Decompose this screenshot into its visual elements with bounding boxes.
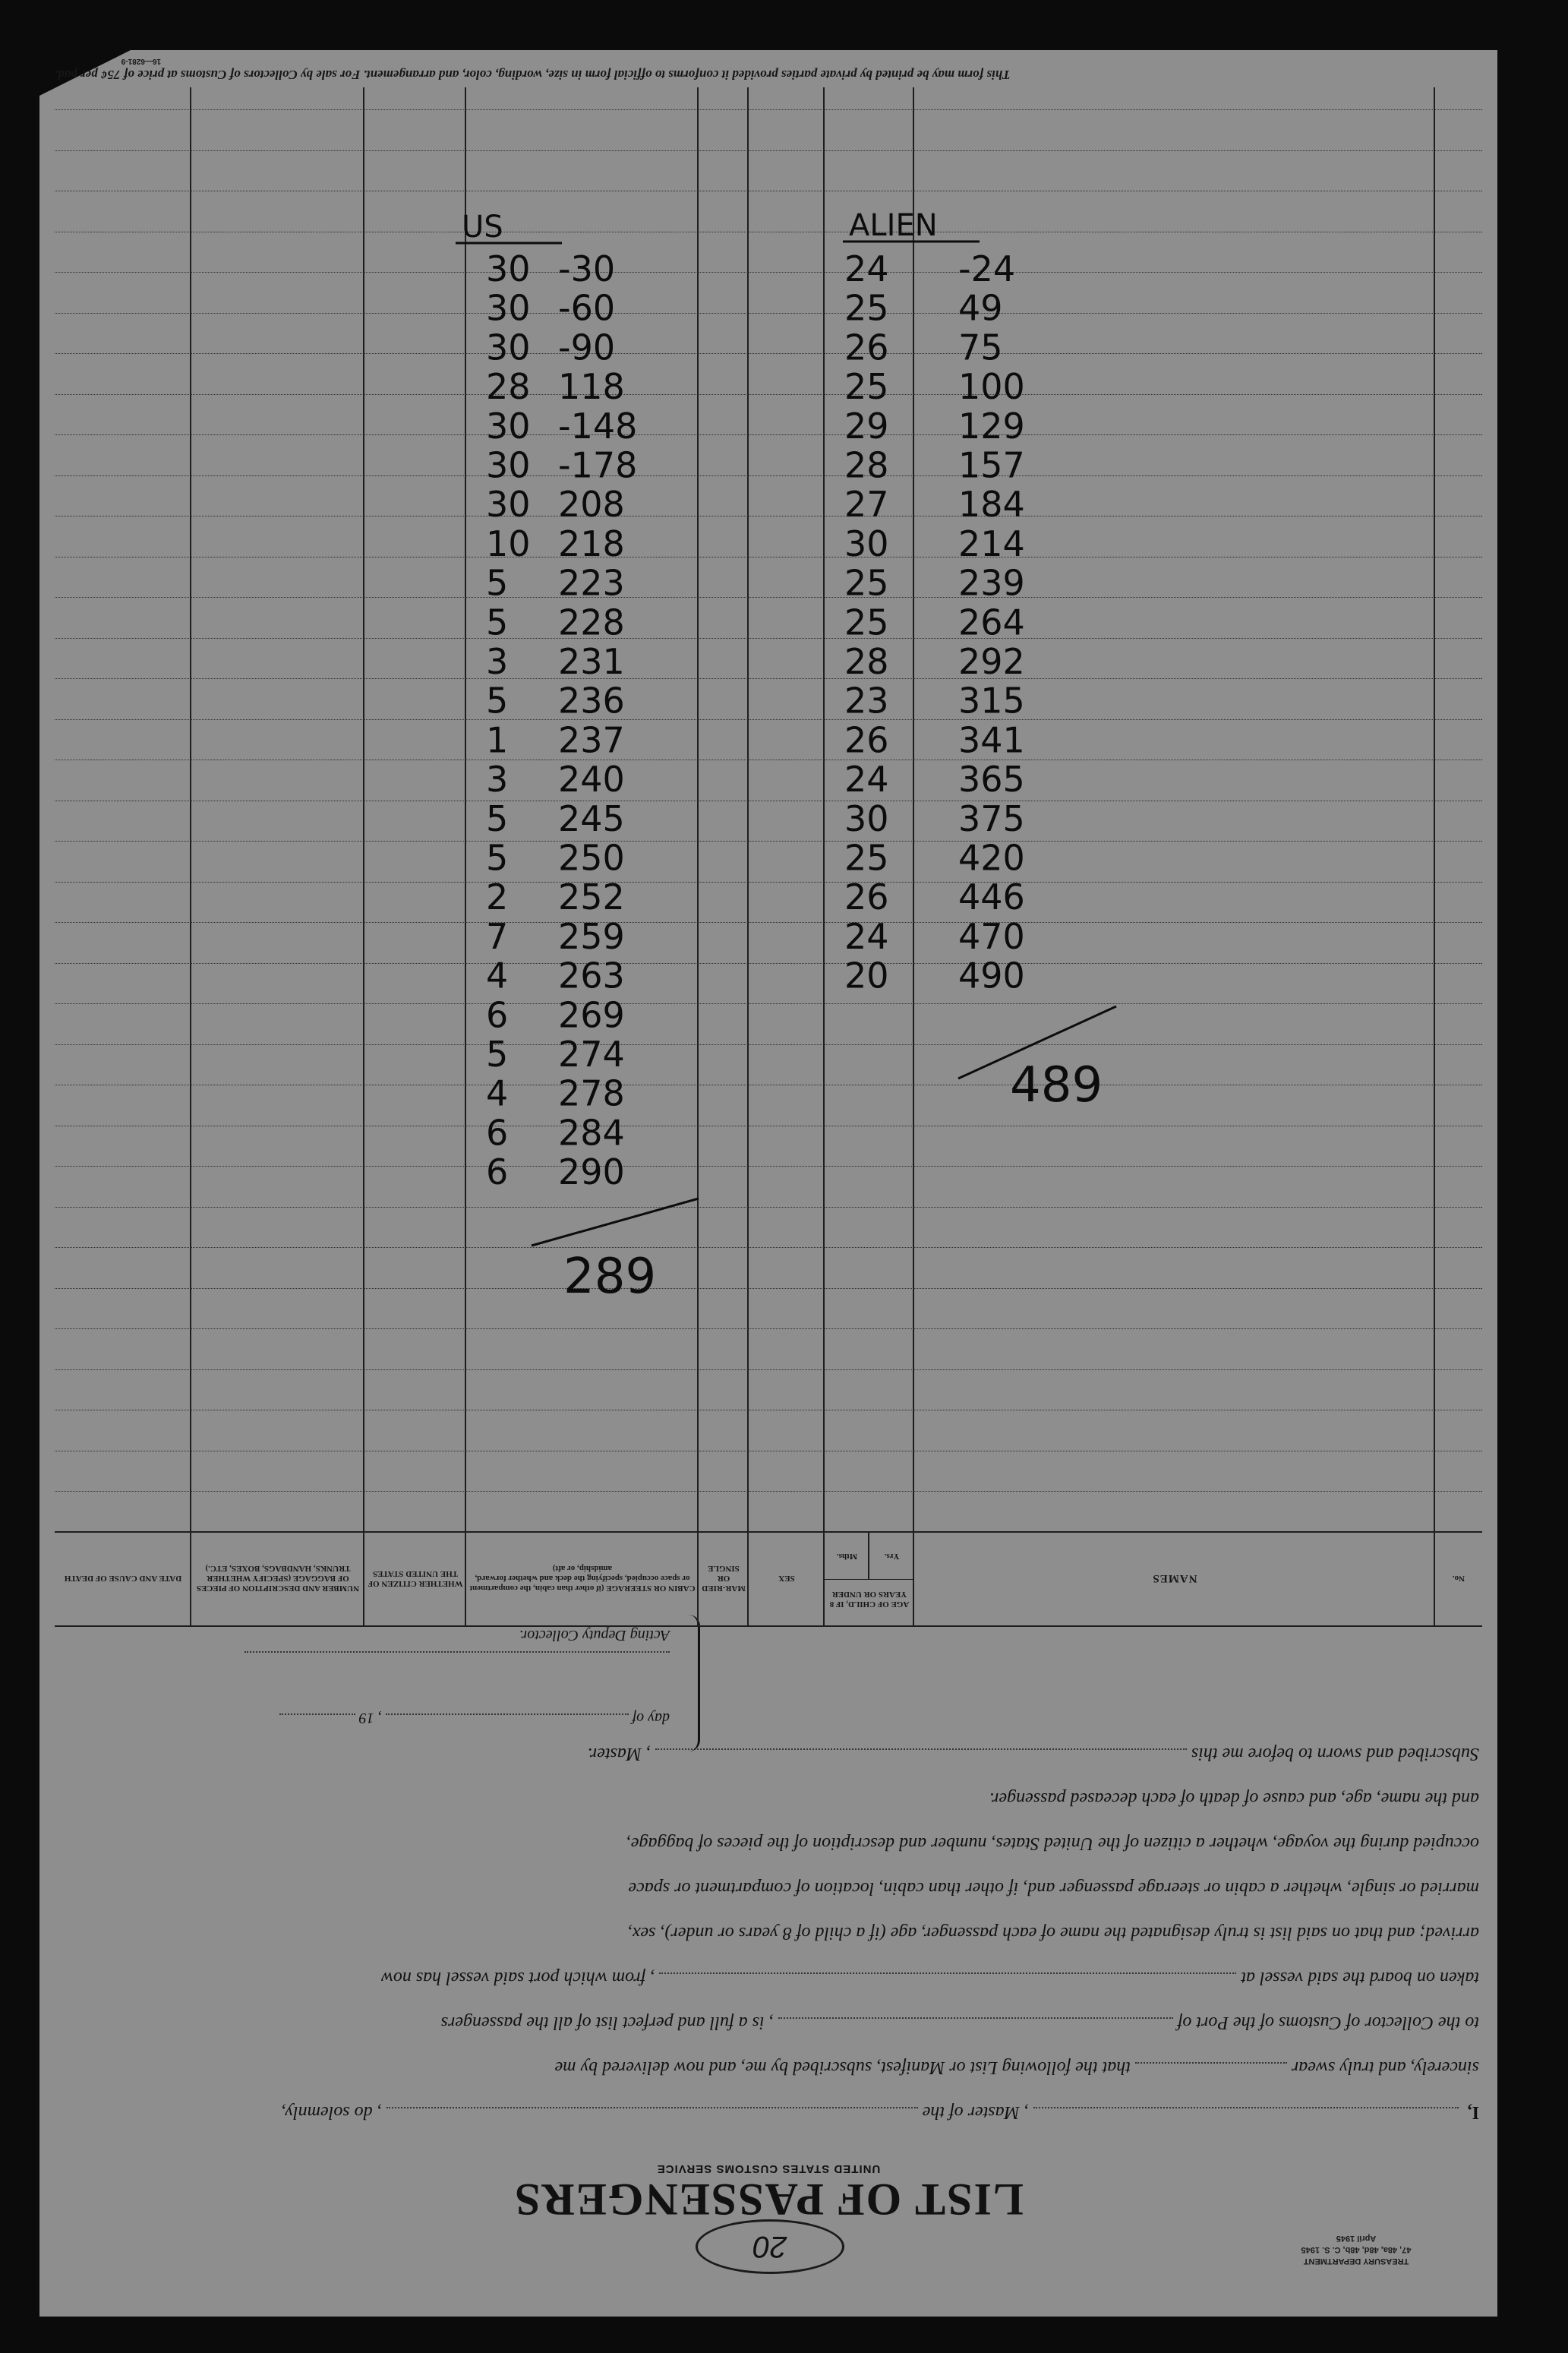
us-count-entry: 30 [486, 405, 531, 447]
us-count-entry: 10 [486, 523, 531, 564]
us-running-total-entry: 208 [558, 484, 625, 526]
oath-fragment: , 19 [358, 1710, 382, 1726]
alien-count-entry: 25 [844, 366, 889, 408]
oath-fragment: day of [632, 1710, 670, 1726]
footer-code: 16—6281-9 [121, 57, 161, 65]
alien-count-entry: 29 [844, 405, 889, 447]
column-header-no: No. [1452, 1574, 1465, 1584]
form-identifier-date: April 1945 [1336, 2234, 1377, 2243]
alien-count-entry: 28 [844, 641, 889, 682]
form-subtitle: UNITED STATES CUSTOMS SERVICE [656, 2162, 881, 2175]
alien-running-total-entry: 129 [958, 405, 1025, 447]
us-running-total-entry: -30 [558, 248, 616, 289]
column-header-months: Mths. [836, 1552, 858, 1562]
us-running-total-entry: 231 [558, 641, 625, 682]
alien-column-heading: ALIEN [849, 208, 938, 243]
alien-running-total-entry: 264 [958, 602, 1025, 643]
alien-count-entry: 23 [844, 680, 889, 722]
oath-line-6: married or single, whether a cabin or steerage passenger and, if other than cabin, location of compartment or space [628, 1878, 1479, 1898]
page-number-stamp: 20 [696, 2219, 844, 2274]
us-running-total-entry: 252 [558, 876, 625, 918]
us-count-entry: 5 [486, 837, 509, 879]
oath-fragment: , do solemnly, [281, 2102, 382, 2122]
us-count-entry: 5 [486, 562, 509, 604]
us-running-total-entry: 290 [558, 1151, 625, 1193]
alien-total: 489 [1010, 1057, 1103, 1113]
oath-fragment: Subscribed and sworn to before me this [1191, 1744, 1479, 1764]
us-running-total-entry: 284 [558, 1112, 625, 1154]
alien-running-total-entry: 315 [958, 680, 1025, 722]
alien-running-total-entry: 49 [958, 287, 1003, 329]
oath-number: I, [1467, 2102, 1479, 2122]
oath-fragment: sincerely, and truly swear [1291, 2058, 1479, 2077]
column-header-married: MAR-RIED OR SINGLE [702, 1564, 746, 1593]
us-running-total-entry: -90 [558, 327, 616, 368]
us-column-heading: US [462, 210, 503, 245]
alien-running-total-entry: 470 [958, 915, 1025, 957]
us-count-entry: 30 [486, 287, 531, 329]
alien-running-total-entry: -24 [958, 248, 1016, 289]
footer-note: This form may be printed by private parties provided it conforms to official form in size, wording, color, and arrangement. For sale by Collectors of Customs at price of 75¢ per pad. [55, 68, 1011, 82]
alien-running-total-entry: 341 [958, 719, 1025, 761]
us-count-entry: 30 [486, 484, 531, 526]
oath-fragment: that the following List or Manifest, subscribed by me, and now delivered by me [554, 2058, 1131, 2077]
alien-count-entry: 24 [844, 915, 889, 957]
us-count-entry: 28 [486, 366, 531, 408]
alien-count-entry: 26 [844, 876, 889, 918]
alien-running-total-entry: 375 [958, 797, 1025, 839]
us-running-total-entry: 236 [558, 680, 625, 722]
us-running-total-entry: 263 [558, 955, 625, 996]
alien-count-entry: 25 [844, 602, 889, 643]
us-count-entry: 1 [486, 719, 509, 761]
oath-fragment: , Master. [587, 1744, 651, 1764]
alien-running-total-entry: 446 [958, 876, 1025, 918]
alien-running-total-entry: 184 [958, 484, 1025, 526]
us-running-total-entry: 118 [558, 366, 625, 408]
alien-count-entry: 28 [844, 444, 889, 486]
alien-count-entry: 24 [844, 759, 889, 801]
us-count-entry: 5 [486, 602, 509, 643]
us-running-total-entry: 278 [558, 1072, 625, 1114]
alien-running-total-entry: 100 [958, 366, 1025, 408]
alien-count-entry: 26 [844, 327, 889, 368]
us-count-entry: 5 [486, 797, 509, 839]
collector-signature-label: Acting Deputy Collector. [519, 1627, 670, 1644]
alien-count-entry: 26 [844, 719, 889, 761]
us-count-entry: 7 [486, 915, 509, 957]
us-running-total-entry: 245 [558, 797, 625, 839]
alien-count-entry: 30 [844, 523, 889, 564]
alien-running-total-entry: 365 [958, 759, 1025, 801]
column-header-death: DATE AND CAUSE OF DEATH [64, 1574, 182, 1584]
us-count-entry: 30 [486, 248, 531, 289]
us-running-total-entry: 223 [558, 562, 625, 604]
us-count-entry: 3 [486, 641, 509, 682]
alien-running-total-entry: 420 [958, 837, 1025, 879]
form-identifier-dept: TREASURY DEPARTMENT [1303, 2257, 1409, 2266]
alien-running-total-entry: 292 [958, 641, 1025, 682]
oath-fragment: taken on board the said vessel at [1241, 1968, 1479, 1988]
column-header-sex: SEX [778, 1574, 795, 1584]
us-running-total-entry: 274 [558, 1034, 625, 1075]
oath-line-7: occupied during the voyage, whether a citizen of the United States, number and description of the pieces of baggage, [626, 1833, 1479, 1853]
form-title: LIST OF PASSENGERS [513, 2175, 1024, 2225]
us-count-entry: 4 [486, 1072, 509, 1114]
column-header-age: AGE OF CHILD, IF 8 YEARS OR UNDER [829, 1590, 910, 1609]
us-running-total-entry: 269 [558, 994, 625, 1036]
us-running-total-entry: -148 [558, 405, 638, 447]
us-running-total-entry: 240 [558, 759, 625, 801]
us-count-entry: 6 [486, 1151, 509, 1193]
column-header-years: Yrs. [884, 1552, 900, 1562]
oath-fragment: , Master of the [922, 2102, 1029, 2122]
form-identifier-code: 47, 48a, 48d, 48b, C. S. 1945 [1301, 2245, 1412, 2254]
us-count-entry: 5 [486, 680, 509, 722]
alien-count-entry: 27 [844, 484, 889, 526]
us-total: 289 [563, 1249, 657, 1305]
us-count-entry: 2 [486, 876, 509, 918]
alien-count-entry: 24 [844, 248, 889, 289]
us-count-entry: 3 [486, 759, 509, 801]
us-count-entry: 30 [486, 444, 531, 486]
us-running-total-entry: 237 [558, 719, 625, 761]
alien-count-entry: 30 [844, 797, 889, 839]
oath-line-5: arrived; and that on said list is truly designated the name of each passenger, age (if a child of 8 years or under), sex, [627, 1923, 1479, 1943]
oath-fragment: to the Collector of Customs of the Port of [1177, 2013, 1479, 2032]
us-count-entry: 5 [486, 1034, 509, 1075]
alien-count-entry: 25 [844, 562, 889, 604]
us-count-entry: 4 [486, 955, 509, 996]
alien-running-total-entry: 490 [958, 955, 1025, 996]
us-running-total-entry: -60 [558, 287, 616, 329]
us-total-rule [532, 1199, 699, 1246]
alien-running-total-entry: 239 [958, 562, 1025, 604]
us-running-total-entry: 228 [558, 602, 625, 643]
oath-line-8: and the name, age, and cause of death of each deceased passenger. [989, 1789, 1479, 1808]
column-header-baggage: NUMBER AND DESCRIPTION OF PIECES OF BAGGAGE (SPECIFY WHETHER TRUNKS, HANDBAGS, BOXES, ETC.) [196, 1564, 360, 1593]
alien-running-total-entry: 75 [958, 327, 1003, 368]
us-running-total-entry: 218 [558, 523, 625, 564]
us-running-total-entry: 259 [558, 915, 625, 957]
oath-fragment: , from which port said vessel has now [380, 1968, 655, 1988]
alien-running-total-entry: 157 [958, 444, 1025, 486]
column-header-names: NAMES [1152, 1572, 1197, 1585]
column-header-cabin: CABIN OR STEERAGE (if other than cabin, the compartment or space occupied, specifying the deck and whether forward, amidship, or aft) [469, 1564, 696, 1593]
column-header-citizen: WHETHER CITIZEN OF THE UNITED STATES [368, 1569, 463, 1588]
alien-count-entry: 25 [844, 287, 889, 329]
us-count-entry: 6 [486, 1112, 509, 1154]
alien-running-total-entry: 214 [958, 523, 1025, 564]
us-count-entry: 30 [486, 327, 531, 368]
alien-count-entry: 25 [844, 837, 889, 879]
oath-fragment: , is a full and perfect list of all the passengers [440, 2013, 774, 2032]
alien-count-entry: 20 [844, 955, 889, 996]
us-count-entry: 6 [486, 994, 509, 1036]
us-running-total-entry: -178 [558, 444, 638, 486]
us-running-total-entry: 250 [558, 837, 625, 879]
